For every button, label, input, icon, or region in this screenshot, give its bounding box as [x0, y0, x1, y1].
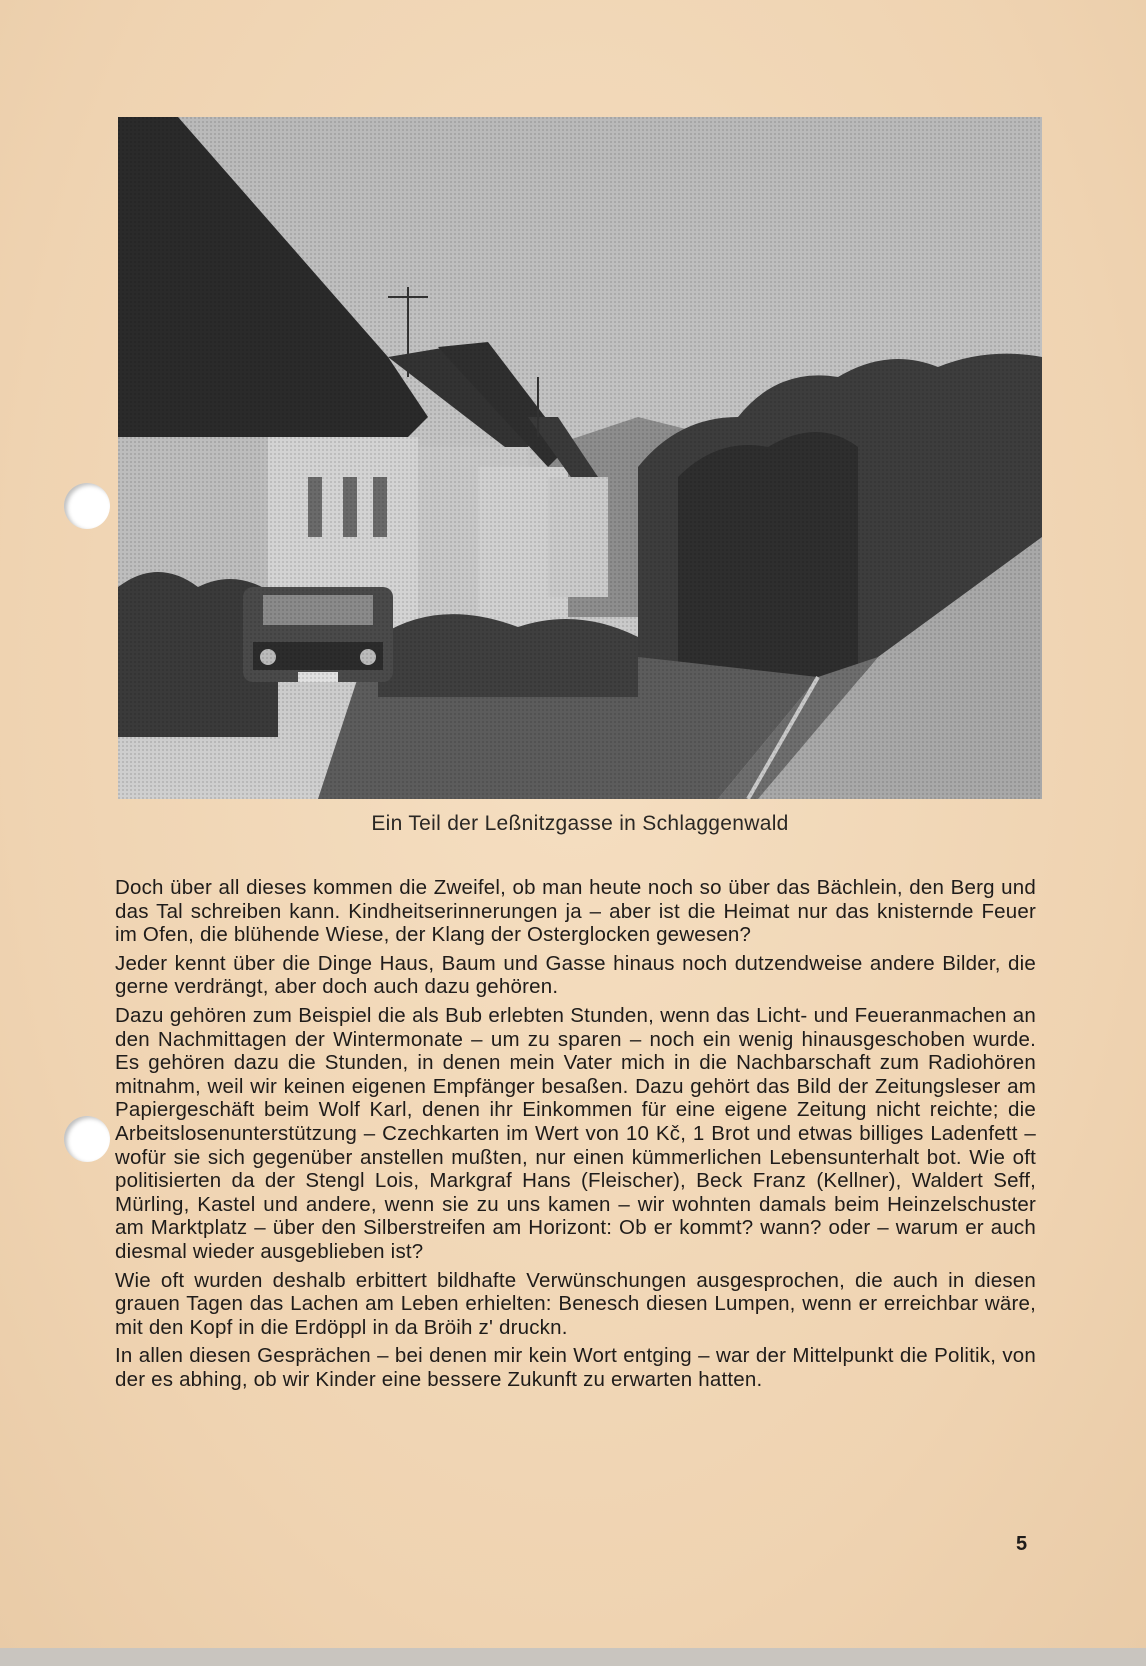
body-text	[115, 876, 1036, 1396]
page-number: 5	[1016, 1533, 1028, 1555]
punch-hole-top	[64, 483, 110, 529]
paragraph-2: Jeder kennt über die Dinge Haus, Baum und Gasse hinaus noch dutzendweise andere Bilder, die gerne verdrängt, aber doch auch dazu gehören.	[115, 951, 1036, 999]
punch-hole-bottom	[64, 1116, 110, 1162]
paragraph-5: In allen diesen Gesprächen – bei denen mir kein Wort entging – war der Mittelpunkt die Politik, von der es abhing, ob wir Kinder eine bessere Zukunft zu erwarten hatten.	[115, 1344, 1036, 1391]
photo-caption: Ein Teil der Leßnitzgasse in Schlaggenwald	[371, 812, 789, 835]
paragraph-1: Doch über all dieses kommen die Zweifel, ob man heute noch so über das Bächlein, den Berg und das Tal schreiben kann. Kindheitserinnerungen ja – aber ist die Heimat nur das knisternde Feuer im Ofen, die blühende Wiese, der Klang der Osterglocken gewesen?	[115, 876, 1036, 947]
street-photo	[118, 117, 1042, 799]
paragraph-3: Dazu gehören zum Beispiel die als Bub erlebten Stunden, wenn das Licht- und Feueranmachen an den Nachmittagen der Wintermonate – um zu sparen – noch ein wenig hinausgeschoben wurde. Es gehören dazu die Stunden, in denen mein Vater mich in die Nachbarschaft zum Radiohören mitnahm, weil wir keinen eigenen Empfänger besaßen. Dazu gehört das Bild der Zeitungsleser am Papiergeschäft beim Wolf Karl, denen ihr Einkommen für eine eigene Zeitung nicht reichte; die Arbeitslosenunterstützung – Czechkarten im Wert von 10 Kč, 1 Brot und etwas billiges Ladenfett – wofür sie sich gegenüber anstellen mußten, nur einen kümmerlichen Lebensunterhalt bot. Wie oft politisierten da der Stengl Lois, Markgraf Hans (Fleischer), Beck Franz (Kellner), Waldert Seff, Mürling, Kastel und andere, wenn sie zu uns kamen – wir wohnten damals beim Heinzelschuster am Marktplatz – über den Silberstreifen am Horizont: Ob er kommt? wann? oder – warum er auch diesmal wieder ausgeblieben ist?	[115, 1003, 1036, 1263]
scan-background-edge	[0, 1648, 1146, 1666]
paragraph-4: Wie oft wurden deshalb erbittert bildhafte Verwünschungen ausgesprochen, die auch in diesen grauen Tagen das Lachen am Leben erhielten: Benesch diesen Lumpen, wenn er erreichbar wäre, mit den Kopf in die Erdöppl in da Bröih z' druckn.	[115, 1268, 1036, 1339]
